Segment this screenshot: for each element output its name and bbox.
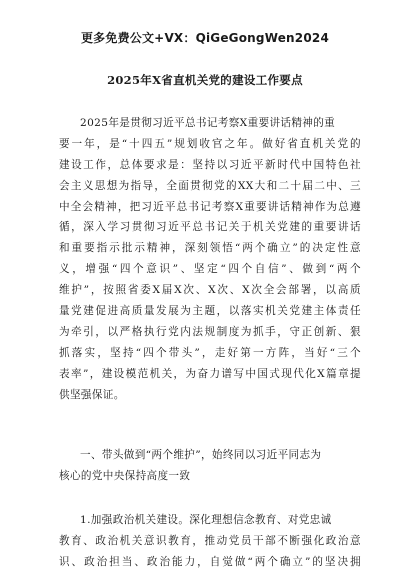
item-line: 教育、政治机关意识教育，推动党员干部不断强化政治意 [59, 534, 361, 547]
paragraph-line: 量党建促进高质量发展为主题，以落实机关党建主体责任 [59, 305, 361, 318]
paragraph-line: 义，增强“四个意识”、坚定“四个自信”、做到“两个 [59, 263, 361, 276]
paragraph-line: 2025年是贯彻习近平总书记考察X重要讲话精神的重 [80, 117, 336, 129]
header-note: 更多免费公文+VX：QiGeGongWen2024 [80, 31, 329, 45]
section-heading-1 [59, 445, 361, 487]
paragraph-line: 会主义思想为指导，全面贯彻党的XX大和二十届二中、三 [59, 179, 361, 192]
document-title: 2025年X省直机关党的建设工作要点 [107, 73, 303, 87]
paragraph-line: 维护”，按照省委X届X次、X次、X次全会部署，以高质 [59, 284, 361, 297]
paragraph-line: 要一年，是“十四五”规划收官之年。做好省直机关党的 [59, 137, 361, 150]
item-line: 识、政治担当、政治能力，自觉做“两个确立”的坚决拥 [59, 555, 361, 568]
paragraph-intro [59, 113, 361, 405]
paragraph-line: 建设工作，总体要求是：坚持以习近平新时代中国特色社 [59, 158, 361, 171]
paragraph-line: 循，深入学习贯彻习近平总书记关于机关党建的重要讲话 [59, 221, 361, 234]
paragraph-line: 中全会精神，把习近平总书记考察X重要讲话精神作为总遵 [59, 200, 361, 213]
paragraph-line: 表率”，建设模范机关，为奋力谱写中国式现代化X篇章提 [59, 367, 361, 380]
paragraph-line: 供坚强保证。 [59, 388, 125, 401]
paragraph-line: 抓落实，坚持“四个带头”，走好第一方阵，当好“三个 [59, 346, 361, 359]
item-line: 1.加强政治机关建设。深化理想信念教育、对党忠诚 [80, 514, 332, 526]
paragraph-line: 和重要指示批示精神，深刻领悟“两个确立”的决定性意 [59, 242, 361, 255]
section-heading-line: 核心的党中央保持高度一致 [59, 469, 191, 482]
item-1 [59, 510, 361, 573]
section-heading-line: 一、带头做到“两个维护”，始终同以习近平同志为 [80, 449, 322, 461]
paragraph-line: 为牵引，以严格执行党内法规制度为抓手，守正创新、狠 [59, 325, 361, 338]
